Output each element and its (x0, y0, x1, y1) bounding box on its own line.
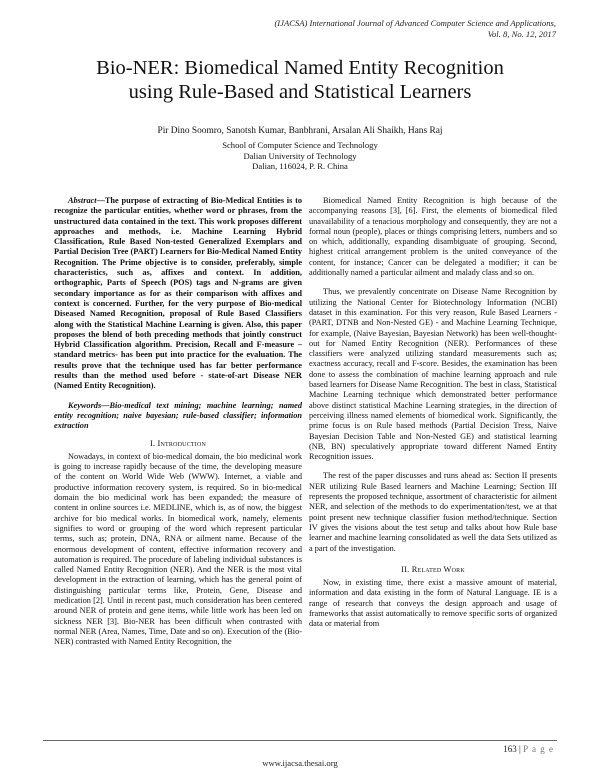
intro-paragraph: Nowadays, in context of bio-medical domain, the bio medicinal work is going to increase rapidly because of the time, the developing measure of the content on World Wide Web (WWW). Internet, a viable and productive information recovery system, is required. So in bio-medical domain the bio medicinal work has been expanded; the measure of content in online sources i.e. MEDLINE, which is, as of now, the biggest archive for bio medical works. In biomedical work, namely, elements signifies to word or grouping of the word which represent particular terms, such as; protein, DNA, RNA or ailment name. Because of the enormous development of content, effective information recovery and automation is required. The procedure of labeling individual substances is called Named Entity Recognition (NER). And the NER is the most vital development in the extraction of learning, which has the general point of distinguishing particular terms like, Protein, Gene, Disease and medication [2]. Until in recent past, much consideration has been centered around NER of protein and gene items, while little work has been led on sickness NER [3]. Bio-NER has been difficult when contrasted with normal NER (Area, Names, Time, Date and so on). Execution of the (Bio-NER) contrasted with Named Entity Recognition, the (54, 451, 302, 647)
related-work-paragraph: Now, in existing time, there exist a massive amount of material, information and data existing in the form of Natural Language. IE is a range of research that conveys the design approach and usage of frameworks that assist automatically to remove specific sorts of organized data or material from (309, 578, 557, 629)
page-number: 163 (503, 744, 517, 754)
right-column (309, 196, 557, 630)
affiliation-city: Dalian, 116024, P. R. China (252, 161, 348, 172)
section-title: Introduction (157, 438, 207, 448)
abstract (54, 196, 302, 392)
page-label: P a g e (523, 744, 554, 754)
keywords (54, 401, 302, 432)
section-heading-introduction (54, 439, 302, 449)
author-list: Pir Dino Soomro, Sanotsh Kumar, Banbhrani, Arsalan Ali Shaikh, Hans Raj (157, 126, 443, 136)
affiliation-university: Dalian University of Technology (243, 150, 357, 161)
abstract-label: Abstract (68, 196, 97, 205)
title-line-2: using Rule-Based and Statistical Learners (128, 81, 472, 103)
section-number: II. (401, 564, 410, 574)
body-paragraph-2: Thus, we prevalently concentrate on Disease Name Recognition by utilizing the National Center for Biotechnology Information (NCBI) dataset in this examination. For this very reason, Rule Based Learners - (PART, DTNB and Non-Nested GE) - and Machine Learning Technique, for example, (Naive Bayesian, Bayesian Network) has been well-thought-out for Named Entity Recognition (NER). Performances of these classifiers were analyzed utilizing standard measurements such as; exactness accuracy, recall and F-score. Besides, the examination has been done to assess the combination of machine learning approach and rule based learners for Disease Name Recognition. The best in class, Statistical Machine Learning technique which demonstrated better performance above distinct statistical Machine Learning strategies, in the direction of perceiving illness named elements of biomedical work. Significantly, the prime focus is on Rule based methods (Partial Decision Tress, Naive Bayesian Decision Table and Non-Nested GE) and statistical learning (NB, BN) speculatively appropriate toward different Named Entity Recognition issues. (309, 287, 557, 462)
running-head (196, 18, 556, 39)
section-heading-related-work (309, 565, 557, 575)
journal-name: (IJACSA) International Journal of Advanced Computer Science and Applications, (274, 18, 556, 28)
abstract-text: —The purpose of extracting of Bio-Medical Entities is to recognize the particular entities, whether word or phrases, from the unstructured data contained in the text. This work proposes different approaches and methods, i.e. Machine Learning Hybrid Classification, Rule Based Non-tested Generalized Exemplars and Partial Decision Tree (PART) Learners for Bio-Medical Named Entity Recognition. The Prime objective is to consider, preferably, simple characteristics, such as, affixes and context. In addition, orthographic, Parts of Speech (POS) tags and N-grams are given secondary importance as for as their comparison with affixes and context is concerned. Further, for the very purpose of Bio-medical Diseased Named Recognition, proposal of Rule Based Classifiers along with the Statistical Machine Learning is given. Also, this paper proposes the blend of both preceding methods that jointly construct Hybrid Classification algorithm. Precision, Recall and F-measure – standard metrics- has been put into practice for the evaluation. The results prove that the technique used has far better performance results than the method used before - state-of-art Disease NER (Named Entity Recognition). (54, 196, 302, 391)
affiliation-school: School of Computer Science and Technology (222, 140, 378, 150)
page-number-block (503, 744, 554, 754)
affiliation (40, 140, 560, 172)
left-column (54, 196, 302, 647)
journal-volume: Vol. 8, No. 12, 2017 (487, 28, 556, 39)
body-paragraph-1: Biomedical Named Entity Recognition is high because of the accompanying reasons [3], [6]. First, the elements of biomedical filed unavailability of a tenacious morphology and consequently, they are not a formal noun (people), places or things comprising letters, numbers and so on which, additionally, expanding disambiguate of grouping. Second, highest critical arrangement problem is the united conveyance of the content, for instance; Cancer can be delegated a modifier; it can be additionally named a particular ailment and malady class and so on. (309, 196, 557, 278)
body-paragraph-3: The rest of the paper discusses and runs ahead as: Section II presents NER utilizing Rule Based learners and Machine Learning; Section III represents the proposed technique, assortment of characteristic for ailment NER, and selection of the methods to do experimentation/test, we at that point present new technique classifier fusion method/technique. Section IV gives the visions about the test setup and talks about how Rule base learner and machine learning consolidated as well the data Sets utilized as a part of the investigation. (309, 471, 557, 553)
section-number: I. (149, 438, 156, 448)
paper-title (40, 56, 560, 104)
page-separator: | (516, 744, 524, 754)
footer-divider (43, 740, 557, 741)
journal-url[interactable]: www.ijacsa.thesai.org (262, 758, 338, 768)
section-title: Related Work (411, 564, 465, 574)
keywords-text: Bio-medical text mining; machine learning; named entity recognition; naive bayesian; rule-based classifier; information extraction (54, 400, 302, 431)
keywords-label: Keywords— (68, 400, 110, 410)
title-line-1: Bio-NER: Biomedical Named Entity Recognition (96, 57, 504, 79)
